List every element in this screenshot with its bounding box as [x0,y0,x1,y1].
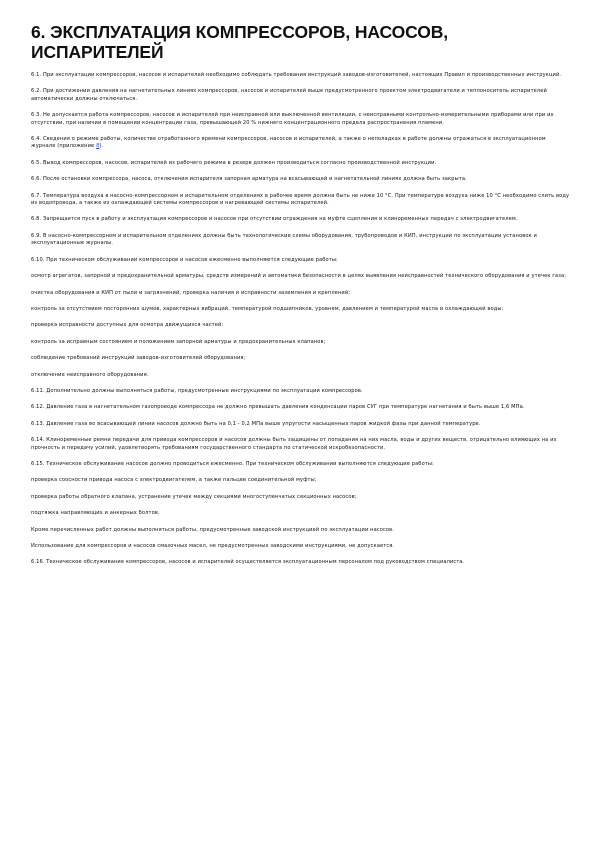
list-item-valve-control: контроль за исправным состоянием и положением запорной арматуры и предохранительных клапанов; [31,338,326,345]
paragraph-6-4-text-end: ). [99,143,104,150]
paragraph-6-4 [31,136,571,151]
paragraph-6-14: 6.14. Клиноременные ремни передачи для привода компрессоров и насосов должны быть защищены от попадания на них масла, воды и других веществ, отрицательно влияющих на их прочность и передачу усилий, удовлетворять требованиям государственного стандарта по статической искробезопасности. [31,437,557,451]
appendix-8-link[interactable]: 8 [96,143,100,150]
paragraph-6-12: 6.12. Давление газа в нагнетательном газопроводе компрессора не должно превышать давления конденсации паров СУГ при температуре нагнетания и быть выше 1,6 МПа. [31,404,525,411]
paragraph-6-15: 6.15. Техническое обслуживание насосов должно проводиться ежесменно. При техническом обслуживании выполняются следующие работы: [31,460,434,467]
paragraph-6-9: 6.9. В насосно-компрессорном и испарительном отделениях должны быть технологические схемы оборудования, трубопроводов и КИП, инструкции по эксплуатации установок и эксплуатационные журналы. [31,232,537,247]
paragraph-6-6: 6.6. После остановки компрессора, насоса, отключения испарителя запорная арматура на всасывающей и нагнетательной линиях должна быть закрыта. [31,176,467,183]
paragraph-6-1: 6.1. При эксплуатации компрессоров, насосов и испарителей необходимо соблюдать требования инструкций заводов-изготовителей, настоящих Правил и производственных инструкций. [31,72,562,78]
paragraph-additional-works: Кроме перечисленных работ должны выполняться работы, предусмотренные заводской инструкцией по эксплуатации насосов. [31,526,394,533]
list-item-bolt-tightening: подтяжка направляющих и анкерных болтов. [31,510,160,517]
list-item-cleaning: очистка оборудования и КИП от пыли и загрязнений, проверка наличия и исправности заземления и креплений; [31,289,351,296]
paragraph-6-3: 6.3. Не допускается работа компрессоров, насосов и испарителей при неисправной или выключенной вентиляции, с неисправными контрольно-измерительными приборами или при их отсутствии, при наличии в помещении концентрации газа, превышающей 20 % нижнего концентрационного предела распространения пламени. [31,112,554,126]
paragraph-6-4-text-start: 6.4. Сведения о режиме работы, количестве отработанного времени компрессоров, насосов и испарителей, а также о неполадках в работе должны отражаться в эксплуатационном журнале (приложение [31,136,546,150]
list-item-alignment-check: проверка соосности привода насоса с электродвигателем, а также пальцев соединительной муфты; [31,477,317,484]
paragraph-6-2: 6.2. При достижении давления на нагнетательных линиях компрессоров, насосов и испарителей выше предусмотренного проектом электродвигатели и теплоноситель испарителей автоматически должны отключаться. [31,88,547,102]
list-item-inspection: осмотр агрегатов, запорной и предохранительной арматуры, средств измерений и автоматики безопасности в целях выявления неисправностей технического оборудования и утечек газа; [31,273,567,280]
paragraph-lubricants: Использование для компрессоров и насосов смазочных масел, не предусмотренных заводскими инструкциями, не допускается. [31,543,395,549]
list-item-moving-parts: проверка исправности доступных для осмотра движущихся частей; [31,322,224,329]
paragraph-6-13: 6.13. Давление газа во всасывающей линии насосов должно быть на 0,1 - 0,2 МПа выше упругости насыщенных паров жидкой фазы при данной температуре. [31,420,481,427]
paragraph-6-10: 6.10. При техническом обслуживании компрессоров и насосов ежесменно выполняются следующие работы: [31,256,338,263]
paragraph-6-16: 6.16. Техническое обслуживание компрессоров, насосов и испарителей осуществляется эксплуатационным персоналом под руководством специалиста. [31,559,465,566]
section-title: 6. ЭКСПЛУАТАЦИЯ КОМПРЕССОРОВ, НАСОСОВ, ИСПАРИТЕЛЕЙ [31,22,449,62]
paragraph-6-8: 6.8. Запрещается пуск в работу и эксплуатация компрессоров и насосов при отсутствии ограждения на муфте сцепления и клиноременных передач с электродвигателем. [31,216,518,223]
paragraph-6-5: 6.5. Вывод компрессоров, насосов, испарителей из рабочего режима в резерв должен производиться согласно производственной инструкции. [31,159,437,166]
list-item-shutdown: отключение неисправного оборудования. [31,371,149,378]
paragraph-6-11: 6.11. Дополнительно должны выполняться работы, предусмотренные инструкциями по эксплуатации компрессоров. [31,387,363,394]
list-item-noise-control: контроль за отсутствием посторонних шумов, характерных вибраций, температурой подшипников, уровнем, давлением и температурой масла и охлаждающей воды; [31,305,504,312]
paragraph-6-7: 6.7. Температура воздуха в насосно-компрессорном и испарительном отделениях в рабочее время должна быть не ниже 10 °С. При температуре воздуха ниже 10 °С необходимо слить воду из водопровода, а также из охлаждающей системы компрессоров и нагревающей системы испарителей. [31,192,570,207]
list-item-manufacturer-requirements: соблюдение требований инструкций заводов-изготовителей оборудования; [31,355,246,362]
list-item-check-valve: проверка работы обратного клапана, устранение утечек между секциями многоступенчатых секционных насосов; [31,493,357,500]
